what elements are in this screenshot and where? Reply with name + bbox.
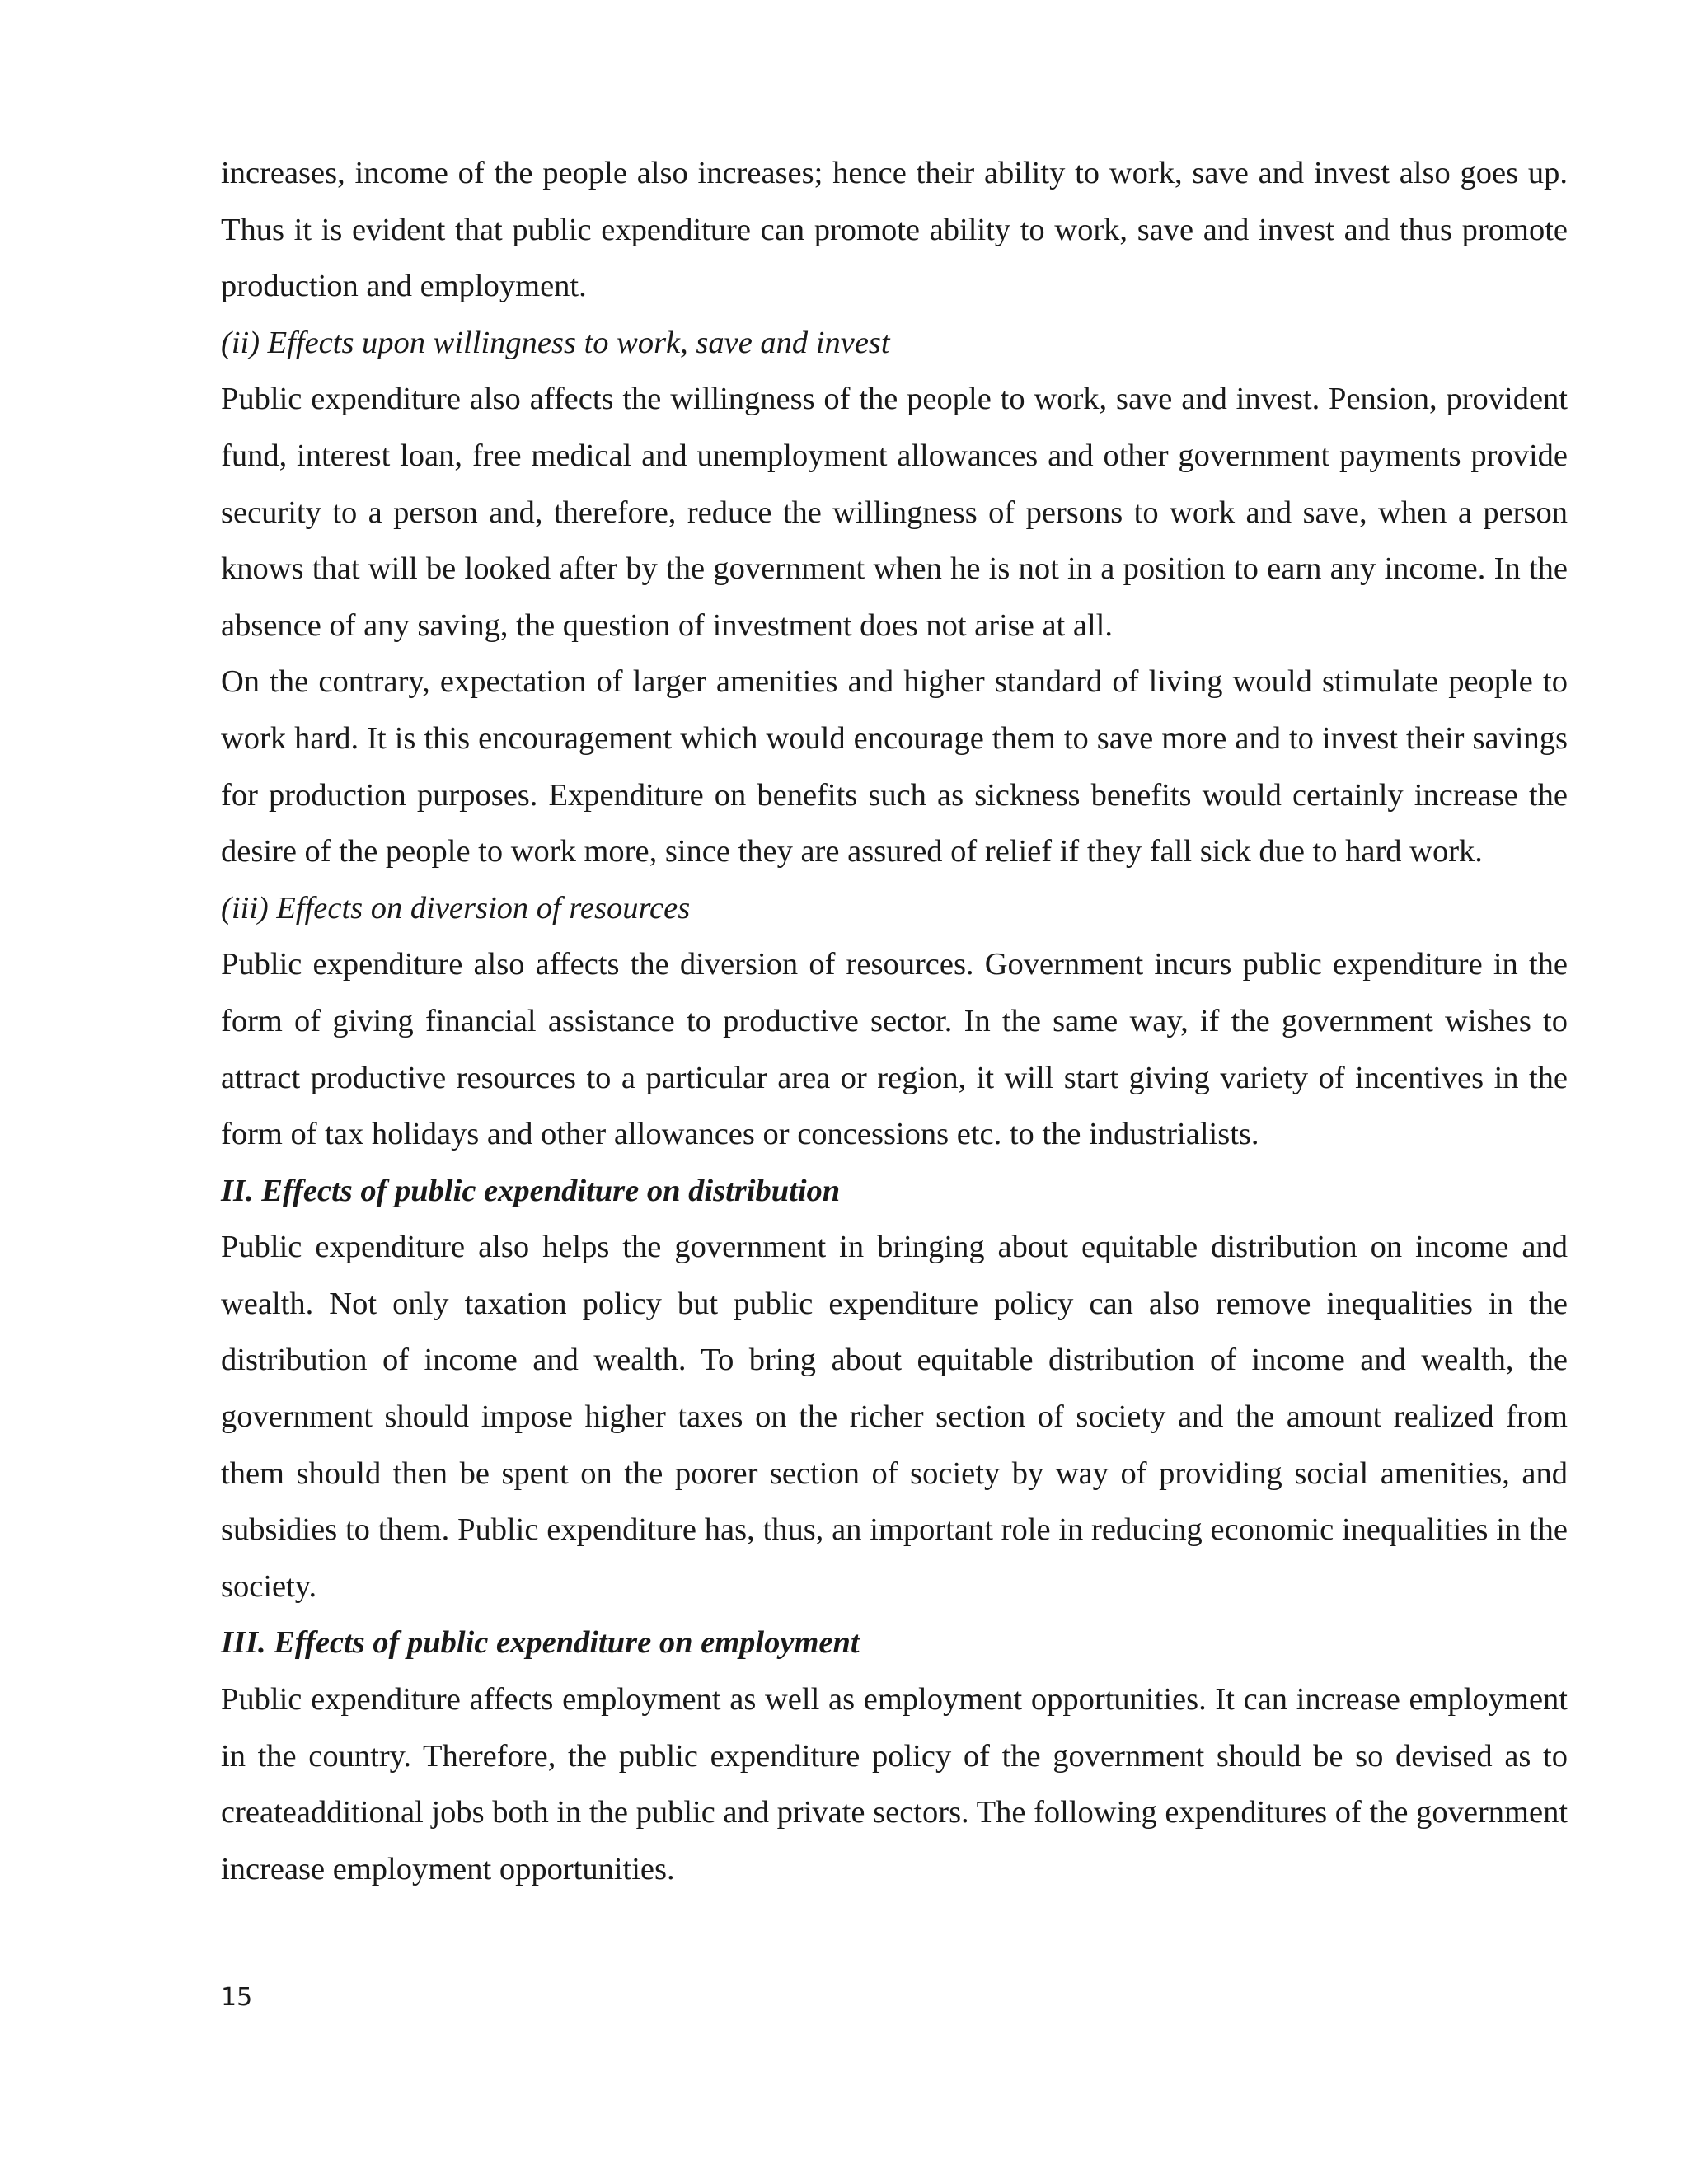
- paragraph-willingness-security: Public expenditure also affects the willingness of the people to work, save and invest. Pension, provident fund, interest loan, free medical and unemployment allowances and other government payments provide security to a person and, therefore, reduce the willingness of persons to work and save, when a person knows that will be looked after by the government when he is not in a position to earn any income. In the absence of any saving, the question of investment does not arise at all.: [221, 382, 1568, 643]
- subheading-willingness: (ii) Effects upon willingness to work, save and invest: [221, 325, 890, 360]
- heading-employment: III. Effects of public expenditure on employment: [221, 1625, 860, 1661]
- heading-distribution: II. Effects of public expenditure on distribution: [221, 1173, 841, 1208]
- paragraph-willingness-contrary: On the contrary, expectation of larger amenities and higher standard of living would stimulate people to work hard. It is this encouragement which would encourage them to save more and to invest their savings for production purposes. Expenditure on benefits such as sickness benefits would certainly increase the desire of the people to work more, since they are assured of relief if they fall sick due to hard work.: [221, 664, 1568, 869]
- paragraph-ability-to-work: increases, income of the people also increases; hence their ability to work, save and invest also goes up. Thus it is evident that public expenditure can promote ability to work, save and invest and thus promote production and employment.: [221, 156, 1568, 304]
- page-number: 15: [221, 1983, 253, 2012]
- document-body: [221, 145, 1568, 1897]
- paragraph-diversion: Public expenditure also affects the diversion of resources. Government incurs public expenditure in the form of giving financial assistance to productive sector. In the same way, if the government wishes to attract productive resources to a particular area or region, it will start giving variety of incentives in the form of tax holidays and other allowances or concessions etc. to the industrialists.: [221, 947, 1568, 1152]
- subheading-diversion: (iii) Effects on diversion of resources: [221, 890, 691, 926]
- paragraph-employment: Public expenditure affects employment as well as employment opportunities. It can increase employment in the country. Therefore, the public expenditure policy of the government should be so devised as to createadditional jobs both in the public and private sectors. The following expenditures of the government increase employment opportunities.: [221, 1682, 1568, 1886]
- paragraph-distribution: Public expenditure also helps the government in bringing about equitable distribution on income and wealth. Not only taxation policy but public expenditure policy can also remove inequalities in the distribution of income and wealth. To bring about equitable distribution of income and wealth, the government should impose higher taxes on the richer section of society and the amount realized from them should then be spent on the poorer section of society by way of providing social amenities, and subsidies to them. Public expenditure has, thus, an important role in reducing economic inequalities in the society.: [221, 1230, 1568, 1604]
